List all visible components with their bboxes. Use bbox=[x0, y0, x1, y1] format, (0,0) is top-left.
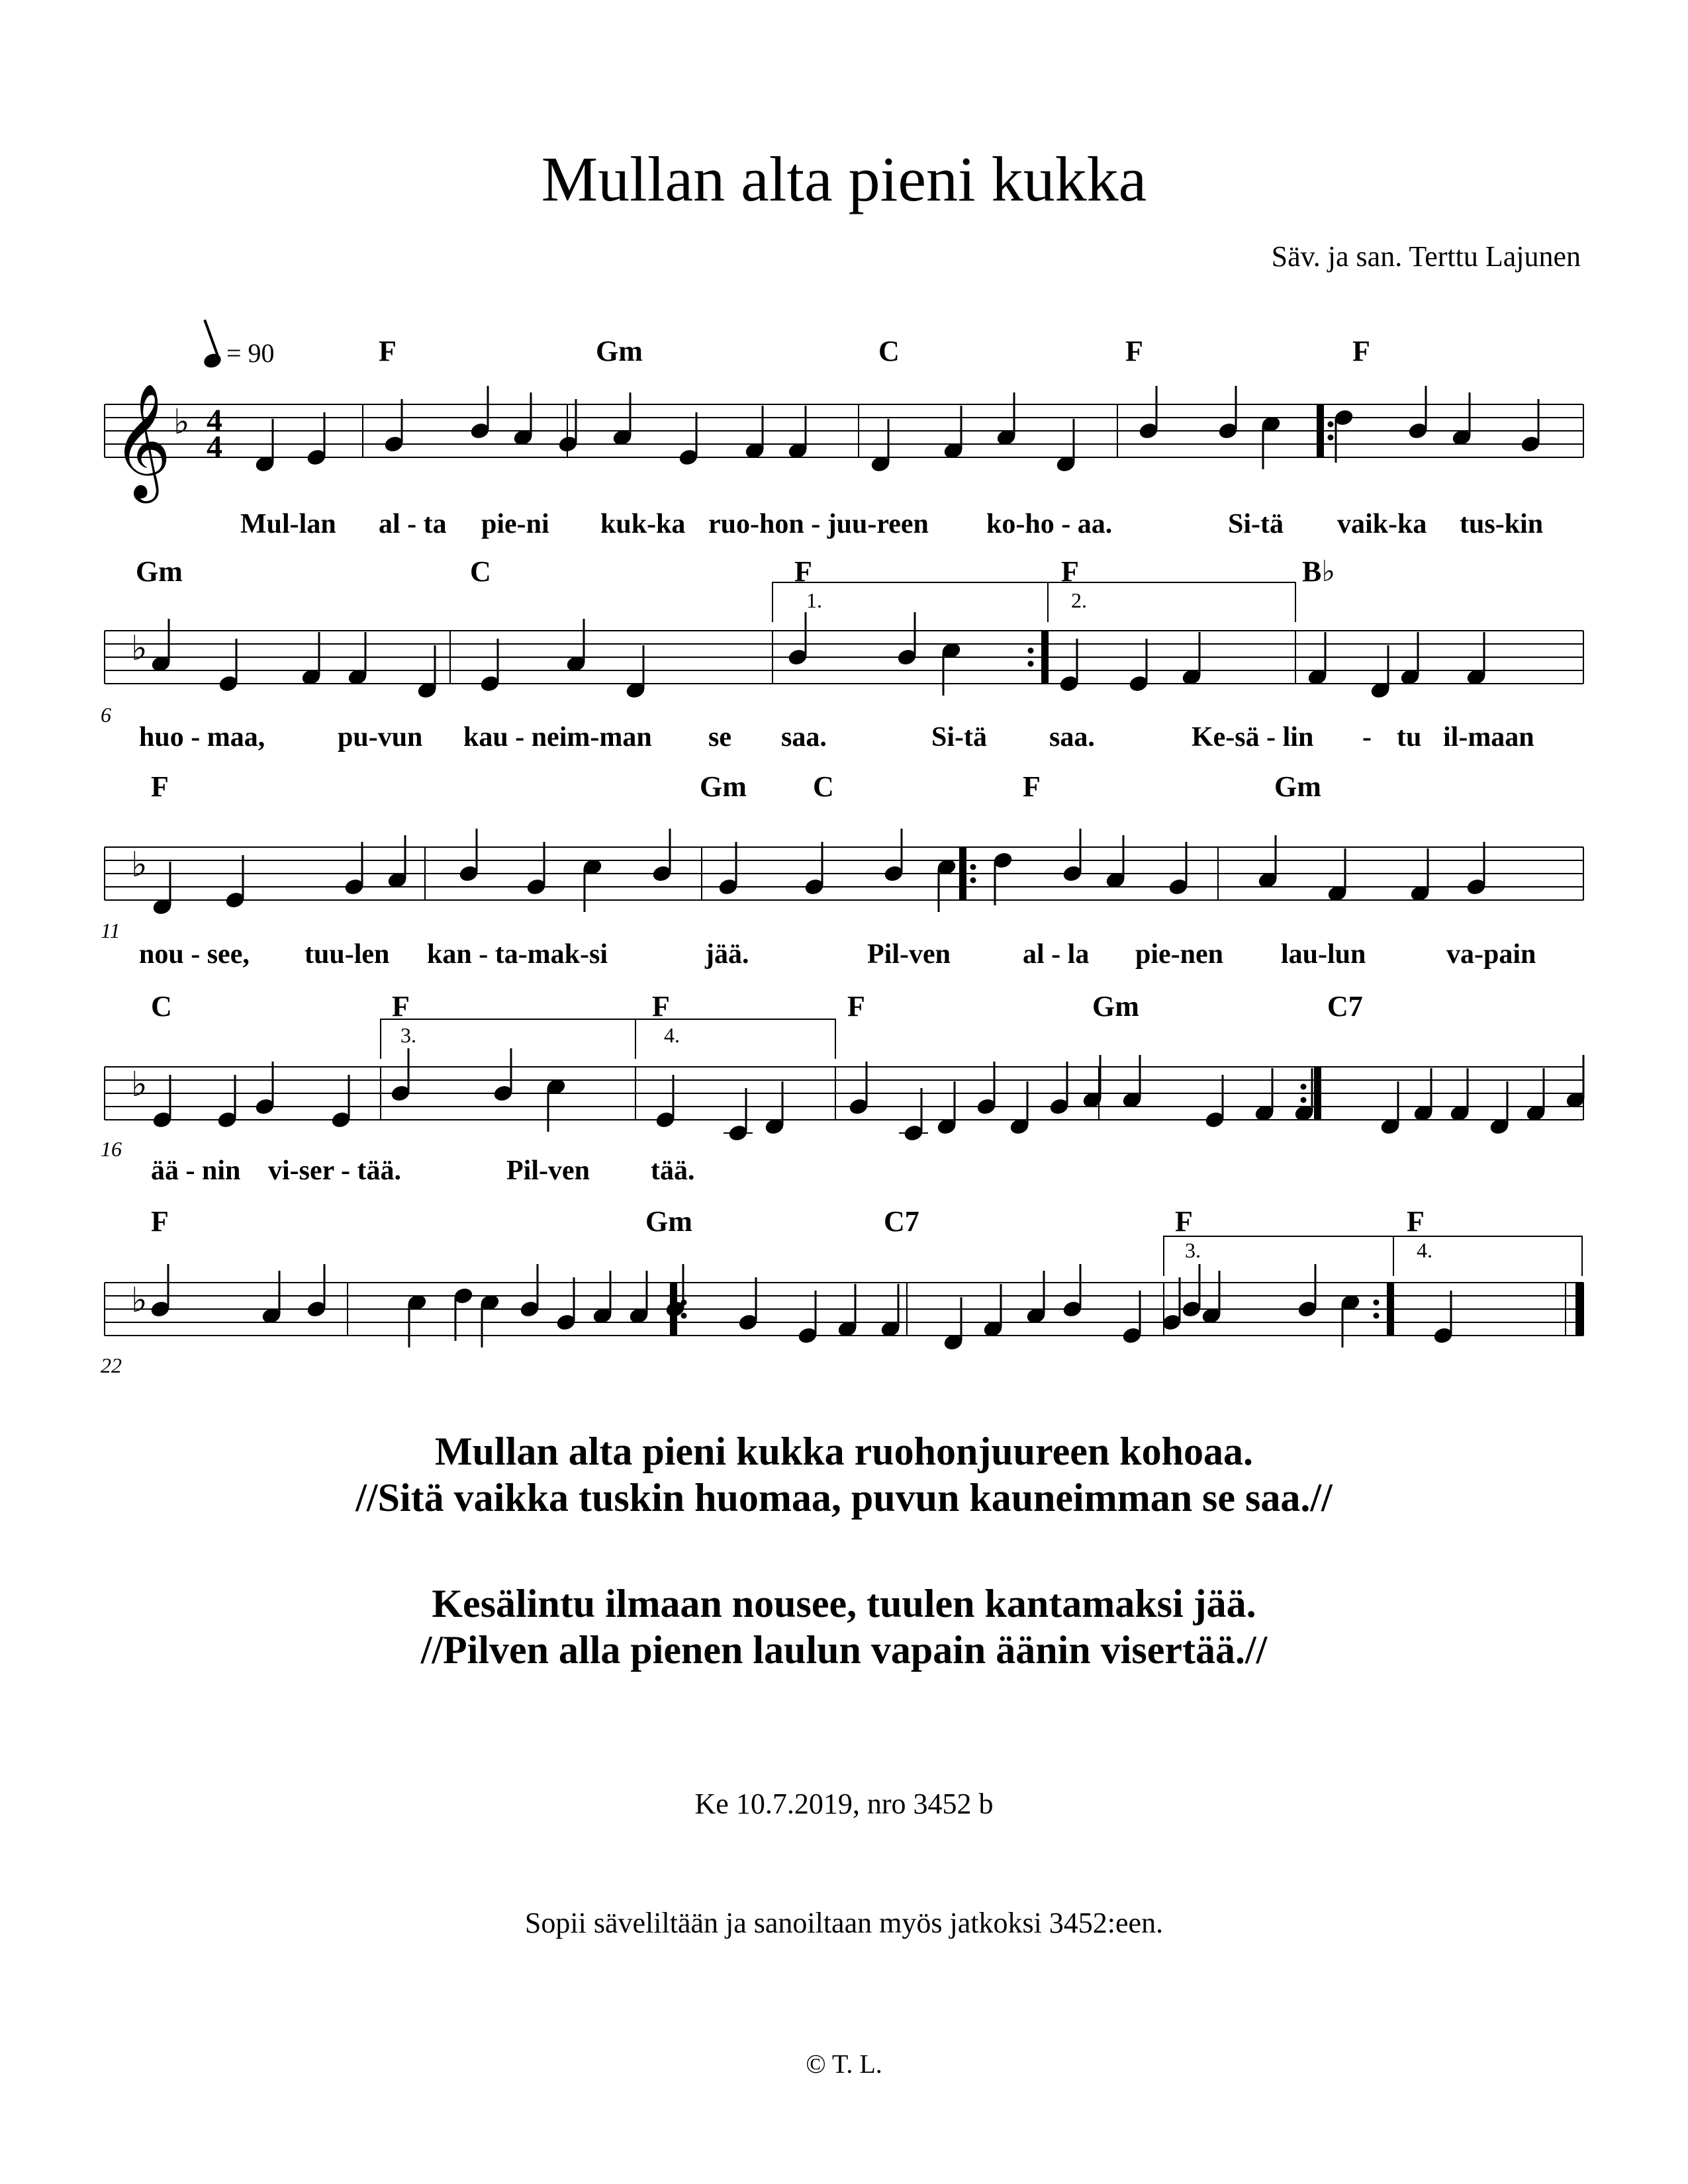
lyric: tuu-len bbox=[305, 939, 390, 970]
verse-line: Mullan alta pieni kukka ruohonjuureen kohoaa. bbox=[435, 1430, 1253, 1473]
chord: F bbox=[1407, 1205, 1425, 1238]
chord: C7 bbox=[884, 1205, 919, 1238]
lyric: ruo-hon - juu-reen bbox=[708, 509, 929, 539]
verse-line: //Sitä vaikka tuskin huomaa, puvun kauneimman se saa.// bbox=[355, 1476, 1333, 1520]
key-flat-icon: ♭ bbox=[131, 1065, 148, 1105]
lyric: saa. bbox=[1049, 722, 1095, 752]
date-line: Ke 10.7.2019, nro 3452 b bbox=[694, 1788, 994, 1820]
lyric: ää - nin bbox=[151, 1156, 241, 1186]
verse-line: Kesälintu ilmaan nousee, tuulen kantamaksi jää. bbox=[432, 1582, 1256, 1625]
repeat-dot bbox=[970, 878, 976, 883]
lyric: Pil-ven bbox=[867, 939, 951, 970]
lyric: - bbox=[1362, 722, 1372, 752]
measure-number: 6 bbox=[101, 703, 111, 727]
key-flat-icon: ♭ bbox=[173, 402, 190, 442]
lyric: kan - ta-mak-si bbox=[427, 939, 608, 970]
chord: F bbox=[379, 335, 397, 367]
chord: F bbox=[1061, 555, 1079, 588]
time-signature: 4 bbox=[207, 403, 222, 438]
composer-credit: Säv. ja san. Terttu Lajunen bbox=[1271, 240, 1581, 273]
key-flat-icon: ♭ bbox=[131, 1281, 148, 1320]
lyric: se bbox=[708, 722, 731, 752]
repeat-dot bbox=[681, 1300, 686, 1305]
repeat-dot bbox=[1301, 1084, 1306, 1089]
lyric: huo - maa, bbox=[139, 722, 265, 752]
lyric: vaik-ka bbox=[1337, 509, 1427, 539]
lyric: ko-ho - aa. bbox=[986, 509, 1113, 539]
lyric: pie-nen bbox=[1135, 939, 1224, 970]
chord: Gm bbox=[136, 555, 183, 588]
volta-label: 4. bbox=[1417, 1238, 1432, 1262]
time-signature: 4 bbox=[207, 430, 222, 465]
tempo-value: = 90 bbox=[226, 338, 275, 368]
lyric: kau - neim-man bbox=[463, 722, 652, 752]
chord: C bbox=[470, 555, 491, 588]
repeat-bar bbox=[1041, 631, 1048, 684]
chord: B♭ bbox=[1302, 555, 1336, 588]
volta-label: 1. bbox=[806, 588, 822, 612]
lyric: Si-tä bbox=[1228, 509, 1284, 539]
chord: F bbox=[1175, 1205, 1193, 1238]
lyric: Mul-lan bbox=[240, 509, 336, 539]
key-flat-icon: ♭ bbox=[131, 845, 148, 885]
repeat-bar bbox=[1314, 1067, 1321, 1120]
copyright: © T. L. bbox=[806, 2049, 882, 2079]
treble-clef-icon: 𝄞 bbox=[113, 383, 171, 498]
repeat-dot bbox=[970, 864, 976, 870]
final-barline bbox=[1575, 1283, 1583, 1336]
chord: F bbox=[151, 770, 169, 803]
lyric: jää. bbox=[705, 939, 749, 970]
repeat-bar bbox=[960, 847, 966, 900]
lyric: tus-kin bbox=[1460, 509, 1544, 539]
lyric: il-maan bbox=[1443, 722, 1534, 752]
lyric: pu-vun bbox=[338, 722, 423, 752]
lyric: al - la bbox=[1023, 939, 1090, 970]
repeat-dot bbox=[681, 1313, 686, 1318]
measure-number: 11 bbox=[101, 919, 120, 942]
chord: F bbox=[847, 990, 865, 1023]
repeat-bar bbox=[671, 1283, 677, 1336]
repeat-dot bbox=[1028, 648, 1033, 653]
repeat-bar bbox=[1387, 1283, 1393, 1336]
chord: F bbox=[392, 990, 410, 1023]
lyric: kuk-ka bbox=[600, 509, 686, 539]
volta-label: 4. bbox=[664, 1023, 680, 1047]
lyric: vi-ser - tää. bbox=[268, 1156, 401, 1186]
chord: F bbox=[151, 1205, 169, 1238]
chord: F bbox=[1023, 770, 1041, 803]
chord: C bbox=[878, 335, 900, 367]
repeat-bar bbox=[1317, 404, 1324, 457]
repeat-dot bbox=[1328, 435, 1333, 440]
repeat-dot bbox=[1328, 422, 1333, 427]
volta-bracket bbox=[381, 1019, 635, 1059]
measure-number: 22 bbox=[101, 1353, 122, 1377]
chord: Gm bbox=[645, 1205, 692, 1238]
volta-label: 3. bbox=[1185, 1238, 1201, 1262]
chord: C bbox=[151, 990, 172, 1023]
chord: Gm bbox=[596, 335, 643, 367]
chord: F bbox=[1125, 335, 1143, 367]
volta-label: 3. bbox=[400, 1023, 416, 1047]
chord: Gm bbox=[1092, 990, 1139, 1023]
chord: Gm bbox=[1274, 770, 1321, 803]
lyric: lau-lun bbox=[1281, 939, 1366, 970]
lyric: nou - see, bbox=[139, 939, 250, 970]
repeat-dot bbox=[1301, 1097, 1306, 1103]
chord: F bbox=[652, 990, 670, 1023]
verse-line: //Pilven alla pienen laulun vapain äänin visertää.// bbox=[420, 1628, 1268, 1672]
volta-label: 2. bbox=[1071, 588, 1087, 612]
chord: Gm bbox=[700, 770, 747, 803]
song-title: Mullan alta pieni kukka bbox=[541, 144, 1147, 214]
chord: C7 bbox=[1327, 990, 1363, 1023]
repeat-dot bbox=[1374, 1300, 1379, 1305]
note-line: Sopii säveliltään ja sanoiltaan myös jatkoksi 3452:een. bbox=[524, 1907, 1164, 1939]
repeat-dot bbox=[1374, 1313, 1379, 1318]
lyric: tää. bbox=[651, 1156, 695, 1186]
measure-number: 16 bbox=[101, 1137, 122, 1161]
chord: F bbox=[1352, 335, 1370, 367]
lyric: Pil-ven bbox=[506, 1156, 590, 1186]
lyric: va-pain bbox=[1446, 939, 1536, 970]
key-flat-icon: ♭ bbox=[131, 629, 148, 668]
lyric: tu bbox=[1397, 722, 1422, 752]
lyric: saa. bbox=[781, 722, 827, 752]
repeat-dot bbox=[1028, 661, 1033, 666]
chord: C bbox=[813, 770, 834, 803]
chord: F bbox=[794, 555, 812, 588]
lyric: pie-ni bbox=[481, 509, 549, 539]
lyric: al - ta bbox=[379, 509, 447, 539]
lyric: Ke-sä - lin bbox=[1192, 722, 1314, 752]
lyric: Si-tä bbox=[931, 722, 987, 752]
